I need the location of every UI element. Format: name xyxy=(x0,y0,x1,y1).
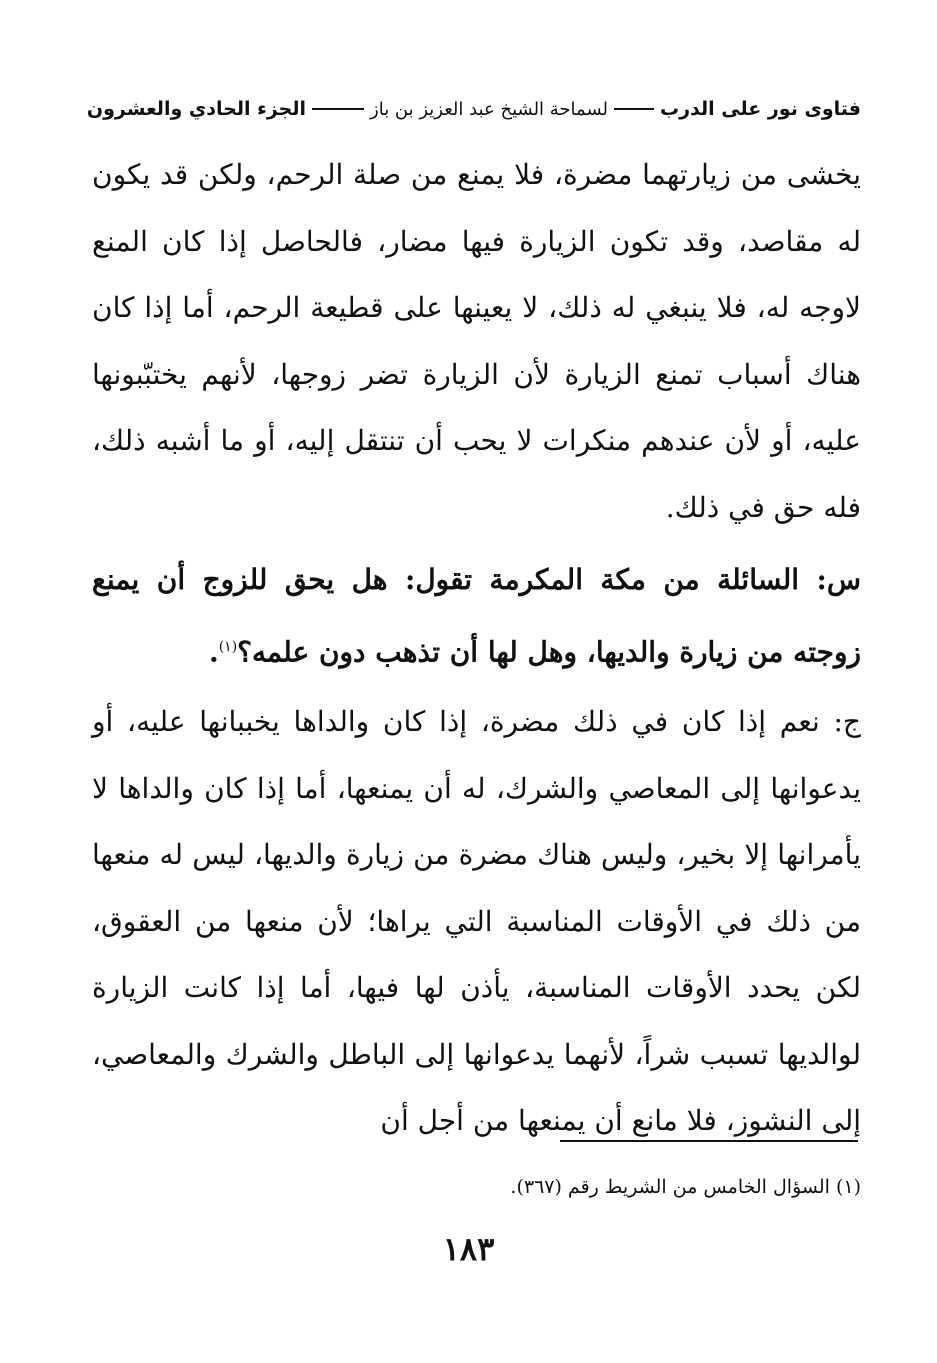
volume-label: الجزء الحادي والعشرون xyxy=(86,98,307,120)
answer-paragraph: ج: نعم إذا كان في ذلك مضرة، إذا كان والداها يخببانها عليه، أو يدعوانها إلى المعاصي والشرك، له أن يمنعها، أما إذا كان والداها لا يأمرانها إلا بخير، وليس هناك مضرة من زيارة والديها، ليس له منعها من ذلك في الأوقات المناسبة التي يراها؛ لأن منعها من العقوق، لكن يحدد الأوقات المناسبة، يأذن لها فيها، أما إذا كانت الزيارة لوالديها تسبب شراً، لأنهما يدعوانها إلى الباطل والشرك والمعاصي، إلى النشوز، فلا مانع أن يمنعها من أجل أن xyxy=(92,705,861,1138)
book-title: فتاوى نور على الدرب xyxy=(660,98,861,120)
running-header xyxy=(86,92,861,126)
author-name: لسماحة الشيخ عبد العزيز بن باز xyxy=(370,98,608,120)
footnote-separator xyxy=(560,1140,858,1142)
page-number: ١٨٣ xyxy=(442,1230,495,1268)
header-title-group xyxy=(370,98,861,120)
footnote: (١) السؤال الخامس من الشريط رقم (٣٦٧). xyxy=(510,1176,861,1198)
paragraph-continuation: يخشى من زيارتهما مضرة، فلا يمنع من صلة الرحم، ولكن قد يكون له مقاصد، وقد تكون الزيارة فيها مضار، فالحاصل إذا كان المنع لاوجه له، فلا ينبغي له ذلك، لا يعينها على قطيعة الرحم، أما إذا كان هناك أسباب تمنع الزيارة لأن الزيارة تضر زوجها، لأنهم يختبّبونها عليه، أو لأن عندهم منكرات لا يحب أن تنتقل إليه، أو ما أشبه ذلك، فله حق في ذلك. xyxy=(92,158,862,524)
question-end-mark: . xyxy=(208,634,219,668)
question-text: س: السائلة من مكة المكرمة تقول: هل يحق للزوج أن يمنع زوجته من زيارة والديها، وهل لها أن تذهب دون علمه؟ xyxy=(92,563,861,668)
footnote-reference[interactable]: (١) xyxy=(218,638,238,655)
header-dash-short xyxy=(614,108,654,110)
main-text xyxy=(92,142,861,1155)
header-volume-group xyxy=(87,98,370,120)
header-dash-long xyxy=(312,108,364,110)
question-paragraph xyxy=(92,547,861,685)
